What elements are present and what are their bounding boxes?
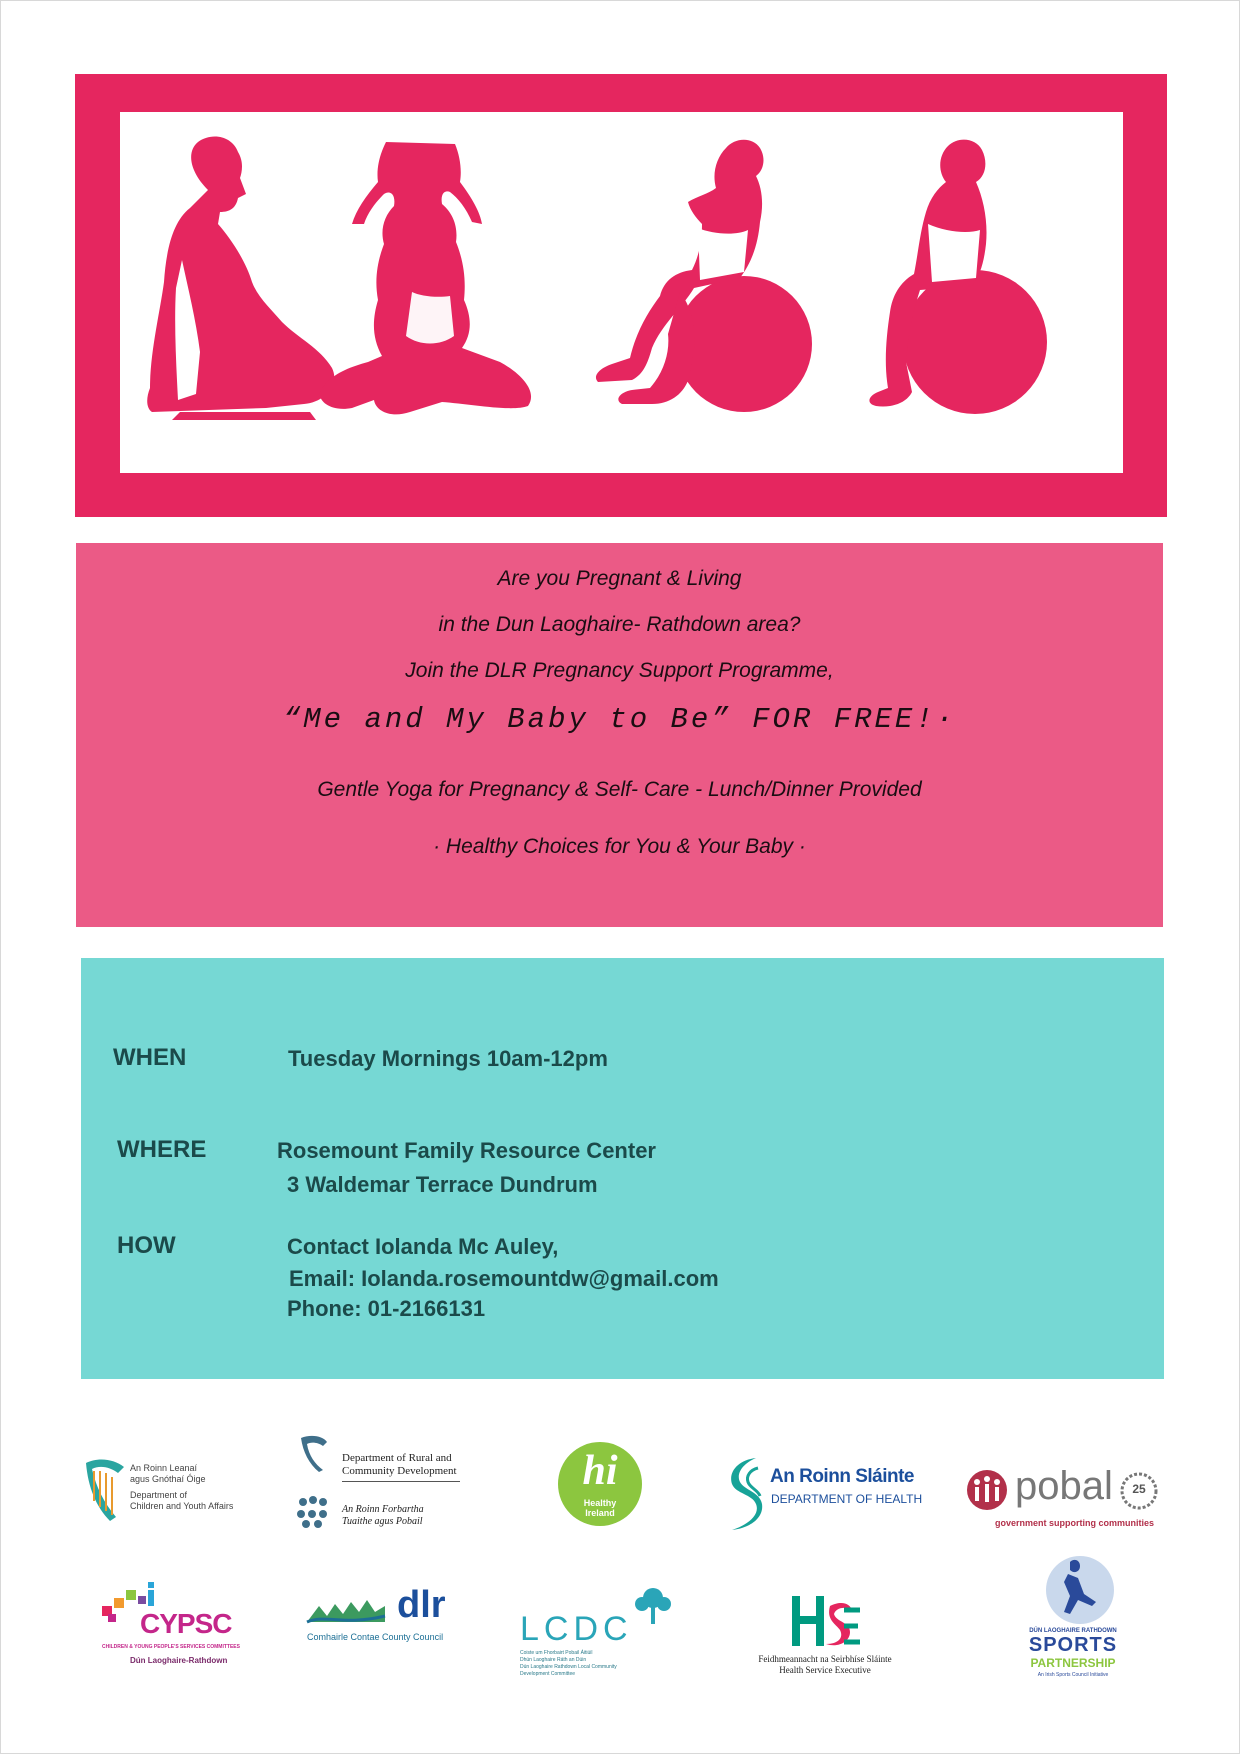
- how-label: HOW: [117, 1232, 176, 1259]
- logo-drcd: [295, 1434, 470, 1534]
- banner-illustration: [120, 112, 1123, 473]
- logo-dlr: [305, 1584, 465, 1646]
- logo-cypsc: [100, 1580, 240, 1674]
- lcdc-line-1: Coiste um Fhorbairt Pobail Áitiúil: [520, 1650, 593, 1656]
- dcya-line-3: Department of: [130, 1490, 188, 1500]
- when-value: Tuesday Mornings 10am-12pm: [288, 1046, 608, 1071]
- yoga-cross-legged-woman-icon: [320, 142, 531, 414]
- hse-line-1: Feidhmeannacht na Seirbhíse Sláinte: [758, 1654, 892, 1664]
- hi-line-2: Ireland: [585, 1508, 615, 1518]
- intro-line-1: Are you Pregnant & Living: [497, 567, 742, 590]
- dlr-line-1: Comhairle Contae County Council: [307, 1632, 444, 1642]
- drcd-line-1: Department of Rural and: [342, 1452, 452, 1464]
- when-label: WHEN: [113, 1044, 187, 1071]
- cypsc-line-2: Dún Laoghaire-Rathdown: [130, 1656, 228, 1665]
- lcdc-line-3: Dún Laoghaire Rathdown Local Community: [520, 1664, 617, 1670]
- where-address: 3 Waldemar Terrace Dundrum: [287, 1172, 598, 1197]
- dlr-waves-icon: [305, 1592, 387, 1628]
- logo-sports-partnership: [1020, 1550, 1140, 1690]
- pobal-wordmark: pobal: [1015, 1464, 1113, 1508]
- sports-line-4: An Irish Sports Council Initiative: [1037, 1672, 1109, 1678]
- where-label: WHERE: [117, 1136, 207, 1163]
- where-venue: Rosemount Family Resource Center: [277, 1138, 656, 1163]
- kneeling-woman-icon: [147, 137, 334, 420]
- hse-line-2: Health Service Executive: [779, 1665, 871, 1675]
- lcdc-line-4: Development Committee: [520, 1671, 576, 1677]
- dcya-line-2: agus Gnóthaí Óige: [130, 1474, 206, 1484]
- dcya-line-4: Children and Youth Affairs: [130, 1501, 234, 1511]
- harp-icon: [80, 1455, 128, 1525]
- partnership-wordmark: PARTNERSHIP: [1030, 1656, 1116, 1670]
- logo-healthy-ireland: [557, 1441, 643, 1527]
- lcdc-line-2: Dhún Laoghaire Ráth an Dúin: [520, 1657, 587, 1663]
- hi-line-1: Healthy: [583, 1498, 617, 1508]
- logo-hse: [750, 1592, 900, 1682]
- logo-pobal: [965, 1464, 1161, 1536]
- dcya-line-1: An Roinn Leanaí: [130, 1463, 198, 1473]
- cypsc-line-1: CHILDREN & YOUNG PEOPLE'S SERVICES COMMITTEES: [102, 1644, 240, 1650]
- community-dots-icon: [295, 1494, 333, 1530]
- logo-lcdc: [520, 1582, 680, 1680]
- event-details: [81, 958, 1164, 1379]
- sports-wordmark: SPORTS: [1028, 1634, 1118, 1656]
- drcd-line-2: Community Development: [342, 1465, 457, 1477]
- sports-line-1: DÚN LAOGHAIRE RATHDOWN: [1029, 1628, 1117, 1634]
- dlr-wordmark: dlr: [397, 1584, 446, 1626]
- programme-info: [76, 543, 1163, 927]
- harp-crest-icon: [295, 1434, 331, 1474]
- programme-features: Gentle Yoga for Pregnancy & Self- Care - Lunch/Dinner Provided: [317, 778, 922, 801]
- intro-line-2: in the Dun Laoghaire- Rathdown area?: [438, 613, 801, 636]
- how-email: Email: Iolanda.rosemountdw@gmail.com: [289, 1266, 719, 1291]
- how-contact: Contact Iolanda Mc Auley,: [287, 1234, 559, 1259]
- banner-frame: [75, 74, 1167, 517]
- logo-dcya: [80, 1455, 250, 1525]
- programme-title: “Me and My Baby to Be” FOR FREE!·: [282, 703, 957, 736]
- silhouettes: [120, 112, 1123, 473]
- doh-line-1: An Roinn Sláinte: [770, 1466, 914, 1487]
- athlete-icon: [1020, 1550, 1140, 1626]
- people-circle-icon: [965, 1468, 1009, 1512]
- drcd-line-4: Tuaithe agus Pobail: [342, 1516, 423, 1527]
- drcd-divider: [342, 1481, 460, 1482]
- intro-line-3: Join the DLR Pregnancy Support Programme,: [405, 659, 834, 682]
- hse-mark-icon: [786, 1592, 862, 1650]
- cypsc-wordmark: CYPSC: [140, 1608, 232, 1639]
- lcdc-wordmark: LCDC: [520, 1610, 633, 1648]
- swirl-icon: [722, 1454, 766, 1534]
- logo-dept-health: [722, 1454, 922, 1534]
- programme-tagline: · Healthy Choices for You & Your Baby ·: [433, 835, 806, 858]
- drcd-line-3: An Roinn Forbartha: [342, 1504, 424, 1515]
- tree-icon: [628, 1582, 678, 1632]
- pobal-tagline: government supporting communities: [995, 1518, 1155, 1528]
- pobal-badge: 25: [1132, 1482, 1146, 1496]
- how-phone: Phone: 01-2166131: [287, 1296, 486, 1321]
- doh-line-2: DEPARTMENT OF HEALTH: [771, 1492, 923, 1506]
- hi-mark: hi: [582, 1448, 618, 1494]
